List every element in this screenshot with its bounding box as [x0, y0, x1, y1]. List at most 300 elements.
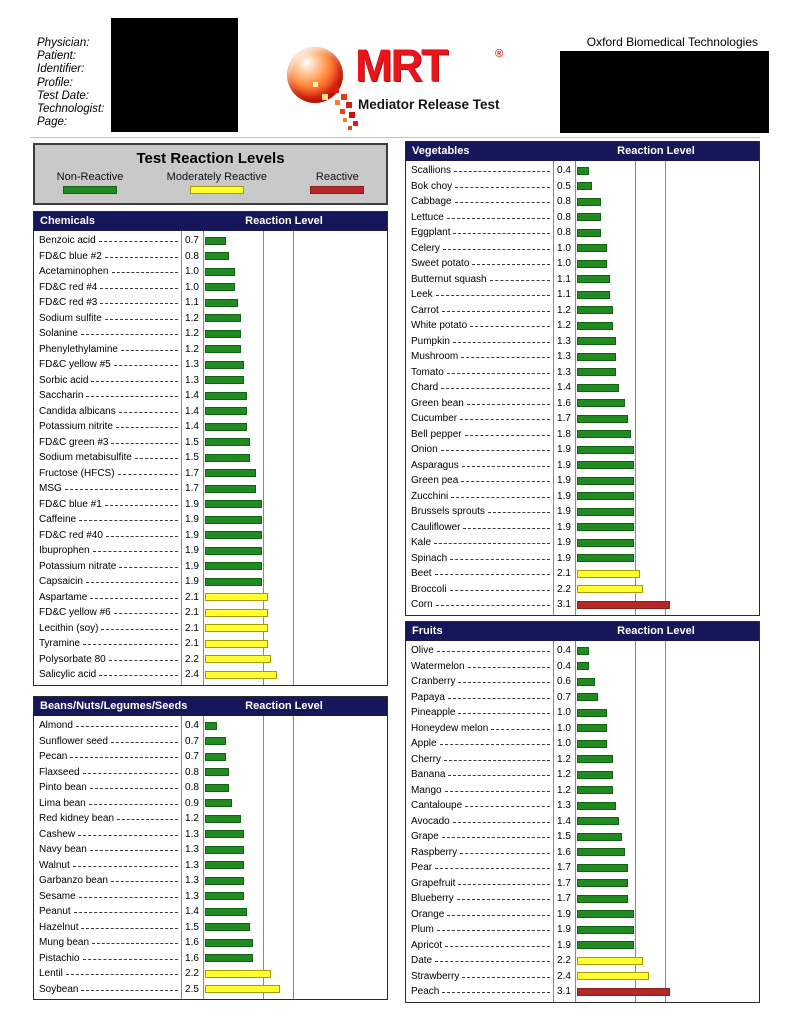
food-label-wrap [39, 798, 181, 809]
food-row [406, 520, 759, 536]
reaction-bar [577, 415, 628, 423]
reaction-bar [577, 508, 634, 516]
food-label: Spinach [411, 552, 448, 564]
reaction-value: 2.2 [185, 968, 199, 980]
food-row [34, 621, 387, 637]
reaction-bar [205, 923, 250, 931]
food-row [34, 636, 387, 652]
panel-header [406, 142, 759, 161]
food-row [34, 249, 387, 265]
reaction-bar [577, 709, 607, 717]
panel-beans-nuts-legumes-seeds [33, 696, 388, 1000]
reaction-bar [577, 322, 613, 330]
patient-info-labels [37, 37, 104, 129]
food-label: Cucumber [411, 413, 458, 425]
food-row [406, 535, 759, 551]
food-label: Date [411, 955, 433, 967]
bar-area [575, 988, 759, 996]
info-field-label: Patient: [37, 50, 76, 63]
food-label-wrap [411, 181, 553, 192]
food-label-wrap [39, 829, 181, 840]
food-label: Salicylic acid [39, 669, 97, 681]
reaction-value: 1.0 [185, 266, 199, 278]
food-label: Cabbage [411, 196, 452, 208]
reaction-bar [205, 671, 277, 679]
reaction-bar [577, 213, 601, 221]
info-field-label: Physician: [37, 37, 90, 49]
reaction-bar [577, 678, 595, 686]
food-row [406, 736, 759, 752]
reaction-bar [205, 784, 229, 792]
reaction-value: 1.3 [185, 890, 199, 902]
dash-leader [83, 773, 178, 774]
reaction-value: 1.1 [557, 273, 571, 285]
food-label-wrap [39, 984, 181, 995]
reaction-bar [577, 244, 607, 252]
bar-area [203, 737, 387, 745]
food-row [34, 652, 387, 668]
bar-area [575, 864, 759, 872]
bar-area [203, 252, 387, 260]
reaction-value: 1.3 [185, 844, 199, 856]
bar-area [203, 485, 387, 493]
food-row [34, 373, 387, 389]
reaction-bar [577, 802, 616, 810]
food-row [406, 411, 759, 427]
bar-area [203, 722, 387, 730]
logo-splatter-dot [313, 82, 318, 87]
bar-area [575, 539, 759, 547]
food-label: Kale [411, 537, 432, 549]
food-row [406, 721, 759, 737]
reaction-bar [577, 601, 670, 609]
reaction-bar [205, 299, 238, 307]
food-label: Fructose (HFCS) [39, 467, 115, 479]
food-label-wrap [39, 860, 181, 871]
logo-splatter-dot [353, 121, 358, 126]
food-row [34, 734, 387, 750]
food-row [34, 528, 387, 544]
legend-item-non_reactive [57, 171, 124, 194]
bar-area [575, 244, 759, 252]
reaction-value: 1.3 [185, 828, 199, 840]
food-row [34, 842, 387, 858]
food-label: MSG [39, 483, 62, 495]
reaction-value: 1.4 [185, 421, 199, 433]
reaction-bar [577, 430, 631, 438]
company-name: Oxford Biomedical Technologies [586, 35, 758, 49]
reaction-value: 1.3 [185, 374, 199, 386]
bar-area [575, 740, 759, 748]
food-label: Sodium sulfite [39, 312, 102, 324]
reaction-bar [205, 407, 247, 415]
reaction-bar [577, 167, 589, 175]
food-label-wrap [39, 251, 181, 262]
bar-area [203, 454, 387, 462]
dash-leader [74, 912, 178, 913]
bar-area [203, 939, 387, 947]
reaction-value: 1.3 [557, 800, 571, 812]
reaction-value: 0.6 [557, 676, 571, 688]
food-label-wrap [411, 738, 553, 749]
reaction-value: 1.2 [557, 753, 571, 765]
food-label: Papaya [411, 691, 445, 703]
reaction-value: 1.7 [185, 483, 199, 495]
bar-area [203, 407, 387, 415]
food-label: Garbanzo bean [39, 875, 108, 887]
food-row [406, 814, 759, 830]
reaction-level-column-header: Reaction Level [245, 215, 323, 227]
bar-area [575, 384, 759, 392]
reaction-value: 1.6 [557, 397, 571, 409]
food-label: Plum [411, 924, 434, 936]
reaction-value: 0.8 [557, 196, 571, 208]
reaction-bar [205, 578, 262, 586]
food-label-wrap [411, 785, 553, 796]
dash-leader [451, 497, 550, 498]
bar-area [575, 755, 759, 763]
reaction-bar [577, 585, 643, 593]
reaction-bar [205, 593, 268, 601]
bar-area [575, 554, 759, 562]
panel-header [34, 212, 387, 231]
bar-area [203, 237, 387, 245]
bar-area [575, 182, 759, 190]
bar-area [575, 771, 759, 779]
food-row [34, 311, 387, 327]
bar-area [203, 547, 387, 555]
dash-leader [472, 264, 550, 265]
food-label-wrap [411, 367, 553, 378]
bar-area [203, 593, 387, 601]
food-label-wrap [39, 813, 181, 824]
food-label: Potassium nitrate [39, 560, 117, 572]
food-row [406, 767, 759, 783]
reaction-value: 1.7 [557, 413, 571, 425]
reaction-value: 1.4 [557, 382, 571, 394]
food-label: Phenylethylamine [39, 343, 118, 355]
food-row [34, 935, 387, 951]
reaction-bar [205, 939, 253, 947]
food-row [406, 674, 759, 690]
food-row [406, 318, 759, 334]
dash-leader [73, 866, 178, 867]
food-label: Pinto bean [39, 782, 87, 794]
food-label-wrap [411, 196, 553, 207]
food-label-wrap [411, 862, 553, 873]
reaction-value: 1.0 [557, 722, 571, 734]
bar-area [575, 570, 759, 578]
food-row [34, 765, 387, 781]
redaction-box-client-info [560, 51, 769, 133]
panel-body [34, 231, 387, 685]
dash-leader [467, 404, 550, 405]
dash-leader [448, 698, 550, 699]
dash-leader [99, 675, 178, 676]
reaction-value: 1.5 [185, 452, 199, 464]
food-row [406, 659, 759, 675]
food-label: Sunflower seed [39, 735, 108, 747]
reaction-value: 1.0 [557, 707, 571, 719]
reaction-value: 1.3 [185, 359, 199, 371]
food-label-wrap [411, 537, 553, 548]
panel-title: Fruits [412, 625, 443, 637]
reaction-value: 1.4 [557, 815, 571, 827]
reaction-value: 1.2 [185, 328, 199, 340]
food-row [34, 233, 387, 249]
bar-area [203, 768, 387, 776]
panel-body [406, 641, 759, 1002]
food-label-wrap [411, 676, 553, 687]
food-label: White potato [411, 320, 468, 332]
reaction-value: 2.2 [185, 653, 199, 665]
food-label: Sodium metabisulfite [39, 452, 132, 464]
food-row [34, 951, 387, 967]
reaction-bar [205, 469, 256, 477]
food-label-wrap [411, 940, 553, 951]
food-row [34, 667, 387, 683]
food-row [406, 891, 759, 907]
reaction-value: 1.2 [185, 312, 199, 324]
bar-area [203, 908, 387, 916]
reaction-value: 1.9 [557, 537, 571, 549]
reaction-value: 1.7 [185, 467, 199, 479]
bar-area [575, 678, 759, 686]
dash-leader [453, 822, 550, 823]
food-label: Mung bean [39, 937, 90, 949]
reaction-bar [577, 337, 616, 345]
reaction-value: 1.9 [557, 908, 571, 920]
food-row [34, 388, 387, 404]
food-label: Pumpkin [411, 335, 450, 347]
reaction-bar [205, 330, 241, 338]
dash-leader [65, 489, 178, 490]
legend-item-reactive [310, 171, 364, 194]
reaction-value: 2.1 [185, 622, 199, 634]
food-label-wrap [39, 937, 181, 948]
reaction-value: 1.4 [185, 906, 199, 918]
dash-leader [468, 667, 550, 668]
food-row [406, 752, 759, 768]
food-row [406, 303, 759, 319]
reaction-value: 1.6 [185, 952, 199, 964]
food-row [406, 922, 759, 938]
bar-area [575, 972, 759, 980]
food-label-wrap [411, 971, 553, 982]
food-label: Blueberry [411, 893, 454, 905]
bar-area [203, 954, 387, 962]
food-row [406, 953, 759, 969]
reaction-value: 1.9 [185, 498, 199, 510]
dash-leader [112, 272, 179, 273]
reaction-level-column-header: Reaction Level [245, 700, 323, 712]
food-row [406, 380, 759, 396]
food-label-wrap [39, 844, 181, 855]
bar-area [575, 786, 759, 794]
food-row [34, 264, 387, 280]
food-label: Green pea [411, 475, 459, 487]
reaction-value: 1.2 [185, 343, 199, 355]
reaction-value: 0.4 [185, 720, 199, 732]
reaction-value: 1.3 [185, 859, 199, 871]
reaction-bar [577, 833, 622, 841]
reaction-bar [577, 957, 643, 965]
reaction-value: 1.9 [557, 521, 571, 533]
dash-leader [462, 977, 550, 978]
bar-area [203, 361, 387, 369]
reaction-value: 1.7 [557, 877, 571, 889]
legend-swatch-moderately_reactive [190, 186, 244, 194]
dash-leader [445, 791, 550, 792]
food-row [34, 326, 387, 342]
food-label: Avocado [411, 815, 450, 827]
reaction-bar [205, 361, 244, 369]
food-row [34, 904, 387, 920]
bar-area [203, 609, 387, 617]
reaction-bar [577, 539, 634, 547]
food-label-wrap [411, 460, 553, 471]
dash-leader [435, 868, 550, 869]
food-label: Cranberry [411, 676, 456, 688]
reaction-value: 1.3 [557, 366, 571, 378]
food-label: Raspberry [411, 846, 458, 858]
food-label-wrap [411, 227, 553, 238]
dash-leader [441, 450, 550, 451]
dash-leader [101, 629, 178, 630]
legend-item-label: Non-Reactive [56, 171, 124, 183]
panel-fruits [405, 621, 760, 1003]
food-row [406, 566, 759, 582]
food-label: Orange [411, 908, 445, 920]
dash-leader [76, 726, 178, 727]
dash-leader [86, 582, 178, 583]
dash-leader [463, 528, 550, 529]
logo-splatter-dot [343, 118, 347, 122]
reaction-value: 1.3 [557, 351, 571, 363]
food-row [406, 489, 759, 505]
reaction-bar [577, 492, 634, 500]
reaction-level-column-header: Reaction Level [617, 625, 695, 637]
reaction-bar [205, 376, 244, 384]
dash-leader [93, 551, 178, 552]
dash-leader [436, 605, 550, 606]
reaction-value: 1.0 [557, 738, 571, 750]
info-field-label: Test Date: [37, 89, 89, 102]
dash-leader [465, 806, 550, 807]
food-row [34, 873, 387, 889]
dash-leader [458, 884, 550, 885]
food-label-wrap [411, 305, 553, 316]
reaction-value: 0.9 [185, 797, 199, 809]
reaction-value: 0.8 [185, 250, 199, 262]
food-label-wrap [39, 406, 181, 417]
bar-area [575, 523, 759, 531]
food-row [34, 512, 387, 528]
reaction-bar [205, 877, 244, 885]
food-row [406, 938, 759, 954]
food-label: Grape [411, 831, 439, 843]
food-label-wrap [39, 592, 181, 603]
food-row [406, 179, 759, 195]
food-label: Sorbic acid [39, 374, 89, 386]
food-label: FD&C yellow #6 [39, 607, 111, 619]
food-label: Hazelnut [39, 921, 79, 933]
dash-leader [91, 381, 178, 382]
food-label-wrap [39, 545, 181, 556]
food-label-wrap [411, 986, 553, 997]
reaction-value: 0.7 [557, 691, 571, 703]
bar-area [575, 926, 759, 934]
food-label-wrap [411, 878, 553, 889]
food-label: Navy bean [39, 844, 87, 856]
dash-leader [455, 187, 550, 188]
reaction-bar [577, 570, 640, 578]
dash-leader [83, 959, 178, 960]
food-label: Aspartame [39, 591, 88, 603]
reaction-bar [205, 799, 232, 807]
food-label-wrap [411, 831, 553, 842]
dash-leader [448, 775, 550, 776]
reaction-value: 1.2 [557, 769, 571, 781]
dash-leader [436, 295, 550, 296]
food-row [34, 749, 387, 765]
food-label-wrap [39, 514, 181, 525]
food-row [406, 876, 759, 892]
panel-chemicals [33, 211, 388, 686]
reaction-bar [577, 647, 589, 655]
food-label-wrap [411, 754, 553, 765]
dash-leader [86, 396, 178, 397]
reaction-bar [205, 655, 271, 663]
food-label-wrap [411, 444, 553, 455]
reaction-bar [577, 306, 613, 314]
dash-leader [100, 288, 178, 289]
food-label: Peanut [39, 906, 71, 918]
food-label: Polysorbate 80 [39, 653, 106, 665]
reaction-bar [577, 786, 613, 794]
reaction-bar [577, 895, 628, 903]
reaction-value: 1.9 [557, 924, 571, 936]
logo-splatter-dot [346, 102, 352, 108]
dash-leader [437, 651, 550, 652]
food-label-wrap [39, 468, 181, 479]
reaction-bar [577, 399, 625, 407]
bar-area [203, 985, 387, 993]
food-label-wrap [411, 692, 553, 703]
food-label: Cauliflower [411, 521, 461, 533]
dash-leader [442, 837, 550, 838]
redaction-box-patient-info [111, 18, 238, 132]
dash-leader [454, 171, 550, 172]
reaction-value: 0.8 [557, 227, 571, 239]
bar-area [203, 830, 387, 838]
dash-leader [89, 804, 178, 805]
food-label-wrap [411, 243, 553, 254]
dash-leader [99, 241, 178, 242]
food-label-wrap [411, 491, 553, 502]
reaction-value: 0.4 [557, 645, 571, 657]
reaction-bar [577, 724, 607, 732]
food-label: Potassium nitrite [39, 421, 113, 433]
reaction-value: 2.1 [185, 638, 199, 650]
food-label-wrap [39, 390, 181, 401]
food-label: Red kidney bean [39, 813, 115, 825]
food-label-wrap [39, 282, 181, 293]
food-label: Mango [411, 784, 442, 796]
dash-leader [79, 897, 178, 898]
dash-leader [111, 443, 178, 444]
food-label-wrap [411, 475, 553, 486]
